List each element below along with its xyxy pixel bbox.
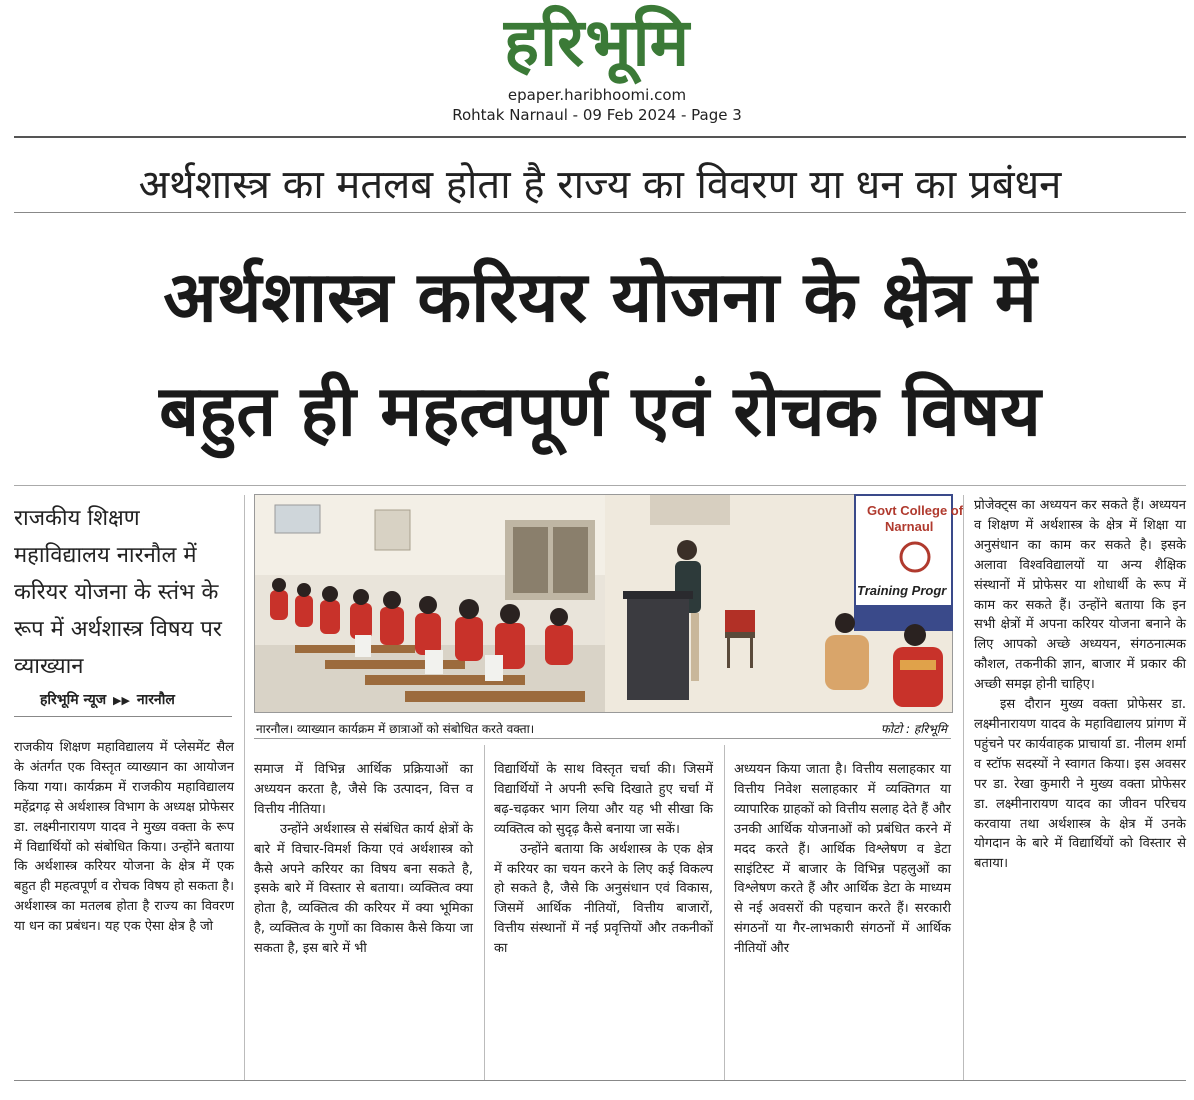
article-photo[interactable] — [254, 494, 964, 713]
banner-line-1: Govt College of — [867, 503, 964, 518]
column-divider — [963, 495, 964, 1080]
body-paragraph: उन्होंने अर्थशास्त्र से संबंधित कार्य क्षेत्रों के बारे में विचार-विमर्श किया एवं अर्थशास्त्र को कैसे अपने करियर का विषय बना सकते है, इसके बारे में विस्तार से बताया। व्यक्तित्व क्या होता है, व्यक्तित्व की करियर में क्या भूमिका है, व्यक्तित्व के गुणों का विकास कैसे किया जा सकता है, इस बारे में भी — [254, 821, 473, 957]
column-divider — [484, 745, 485, 1080]
deck-divider — [14, 716, 232, 717]
body-column-4 — [734, 760, 951, 959]
double-arrow-icon: ▶▶ — [113, 694, 130, 707]
article-headline — [14, 240, 1186, 468]
column-divider — [244, 495, 245, 1080]
body-paragraph: अध्ययन किया जाता है। वित्तीय सलाहकार या वित्तीय निवेश सलाहकार में व्यक्तिगत या व्यापारिक ग्राहकों को वित्तीय सलाह देते हैं और उनकी आर्थिक योजनाओं को प्रबंधित करने में मदद करते हैं। आर्थिक विश्लेषण व डेटा साइंटिस्ट में बाजार के विभिन्न पहलुओं का विश्लेषण करते हैं और आर्थिक डेटा के माध्यम से नई अवसरों की पहचान करते हैं। सरकारी संगठनों या गैर-लाभकारी संगठनों में आर्थिक नीतियों और — [734, 762, 951, 957]
body-column-2 — [254, 760, 473, 959]
body-paragraph: विद्यार्थियों के साथ विस्तृत चर्चा की। जिसमें विद्यार्थियों ने अपनी रूचि दिखाते हुए चर्चा में बढ़-चढ़कर भाग लिया और यह भी सीखा कि व्यक्तित्व को सुदृढ़ कैसे बनाया जा सकें। — [494, 762, 713, 837]
body-paragraph: उन्होंने बताया कि अर्थशास्त्र के एक क्षेत्र में करियर का चयन करने के लिए कई विकल्प हो सकते है, जैसे कि अनुसंधान एवं विकास, जिसमें आर्थिक नीतियों, वित्तीय बाजारों, वित्तीय संस्थानों में नई प्रवृत्तियों और तकनीकों का — [494, 841, 713, 957]
newspaper-logo[interactable]: हरिभूमि — [503, 4, 691, 81]
top-divider — [14, 136, 1186, 138]
kicker-divider — [14, 212, 1186, 213]
body-column-5 — [974, 496, 1186, 874]
article-deck: राजकीय शिक्षण महाविद्यालय नारनौल में करियर योजना के स्तंभ के रूप में अर्थशास्त्र विषय पर व्याख्यान — [14, 506, 222, 679]
headline-line-1: अर्थशास्त्र करियर योजना के क्षेत्र में — [163, 256, 1037, 338]
bottom-divider — [14, 1080, 1186, 1081]
photo-caption — [254, 718, 951, 739]
byline — [40, 690, 240, 709]
body-paragraph: इस दौरान मुख्य वक्ता प्रोफेसर डा. लक्ष्मीनारायण यादव के महाविद्यालय प्रांगण में पहुंचने पर कार्यवाहक प्राचार्या डा. नीलम शर्मा व स्टॉफ सदस्यों ने स्वागत किया। इस अवसर पर डा. रेखा कुमारी ने मुख्य वक्ता प्रोफेसर डा. लक्ष्मीनारायण यादव का जीवन परिचय करवाया तथा अर्थशास्त्र के क्षेत्र में उनके योगदान के बारे में विद्यार्थियों को विस्तार से बताया। — [974, 697, 1186, 872]
site-url[interactable]: epaper.haribhoomi.com — [507, 86, 687, 104]
masthead — [0, 0, 1194, 130]
headline-line-2: बहुत ही महत्वपूर्ण एवं रोचक विषय — [159, 370, 1041, 452]
body-column-1 — [14, 738, 234, 937]
body-column-3 — [494, 760, 713, 959]
byline-source: हरिभूमि न्यूज — [40, 692, 107, 708]
body-paragraph: राजकीय शिक्षण महाविद्यालय में प्लेसमेंट सैल के अंतर्गत एक विस्तृत व्याख्यान का आयोजन किया गया। कार्यक्रम में राजकीय महाविद्यालय महेंद्रगढ़ से अर्थशास्त्र विभाग के अध्यक्ष प्रोफेसर डा. लक्ष्मीनारायण यादव ने मुख्य वक्ता के रूप में विद्यार्थियों को संबोधित किया। उन्होंने बताया कि अर्थशास्त्र करियर योजना के क्षेत्र में एक बहुत ही महत्वपूर्ण व रोचक विषय हो सकता है। अर्थशास्त्र का मतलब होता है राज्य का विवरण या धन का प्रबंधन। यह एक ऐसा क्षेत्र है जो — [14, 740, 234, 935]
article-kicker: अर्थशास्त्र का मतलब होता है राज्य का विवरण या धन का प्रबंधन — [138, 162, 1062, 208]
headline-divider — [14, 485, 1186, 486]
body-paragraph: प्रोजेक्ट्स का अध्ययन कर सकते हैं। अध्ययन व शिक्षण में अर्थशास्त्र के क्षेत्र में शिक्षा या अनुसंधान का काम कर सकते है। इसके अलावा विश्वविद्यालयों या अन्य शैक्षिक संस्थानों में प्रोफेसर या शोधार्थी के रूप में काम कर सकते हैं। उन्होंने बताया कि इन सभी क्षेत्रों में अपना करियर योजना बनाने के लिए आपको अच्छे अध्ययन, संगठनात्मक कौशल, तकनीकी ज्ञान, बाजार में प्रकार की अच्छी समझ होनी चाहिए। — [974, 498, 1186, 693]
photo-credit: फोटो : हरिभूमि — [880, 722, 947, 736]
column-divider — [724, 745, 725, 1080]
edition-info: Rohtak Narnaul - 09 Feb 2024 - Page 3 — [452, 106, 742, 124]
banner-line-3: Training Progr — [857, 583, 947, 598]
banner-line-2: Narnaul — [885, 519, 934, 534]
byline-place: नारनौल — [136, 692, 175, 708]
body-paragraph: समाज में विभिन्न आर्थिक प्रक्रियाओं का अध्ययन करता है, जैसे कि उत्पादन, वित्त व वित्तीय नीतिया। — [254, 762, 473, 817]
caption-text: नारनौल। व्याख्यान कार्यक्रम में छात्राओं को संबोधित करते वक्ता। — [256, 722, 535, 736]
